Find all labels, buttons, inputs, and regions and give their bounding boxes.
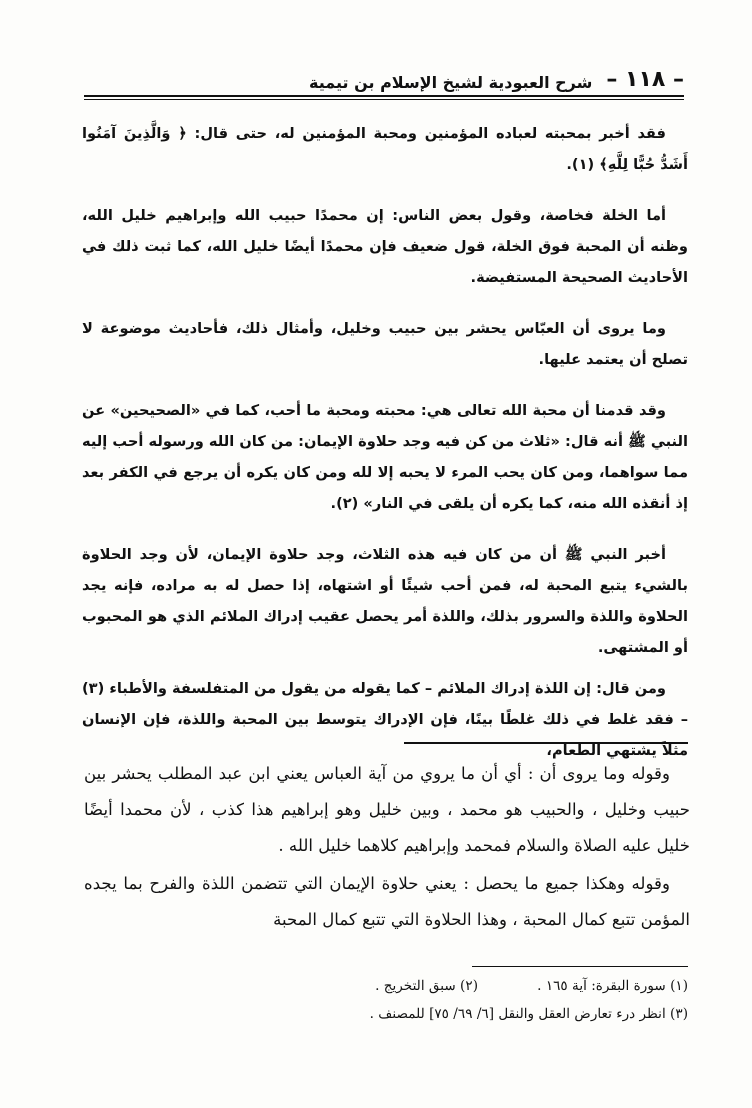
footnote-1: (١) سورة البقرة: آية ١٦٥ . <box>537 978 688 994</box>
footnote-rule <box>472 966 688 967</box>
footnote-2: (٢) سبق التخريج . <box>375 978 478 994</box>
footnotes <box>84 972 688 1028</box>
main-paragraph: أما الخلة فخاصة، وقول بعض الناس: إن محمدًا حبيب الله وإبراهيم خليل الله، وظنه أن المحبة فوق الخلة، قول ضعيف فإن محمدًا أيضًا خليل الله، كما ثبت ذلك في الأحاديث الصحيحة المستفيضة. <box>82 207 688 286</box>
page-header <box>84 62 684 92</box>
commentary-paragraph: وقوله وما يروى أن : أي أن ما يروي من آية العباس يعني ابن عبد المطلب يحشر بين حبيب وخليل ، والحبيب هو محمد ، وبين خليل وهو إبراهيم هذا كذب ، لأن محمدا أيضًا خليل عليه الصلاة والسلام فمحمد وإبراهيم كلاهما خليل الله . <box>84 764 690 855</box>
main-paragraph: فقد أخبر بمحبته لعباده المؤمنين ومحبة المؤمنين له، حتى قال: ﴿ وَالَّذِينَ آمَنُوا أَشَدُّ حُبًّا لِلَّهِ﴾ (١). <box>82 125 688 173</box>
footnote-row <box>84 972 688 1000</box>
page-number: – ١١٨ – <box>606 67 684 92</box>
running-title: شرح العبودية لشيخ الإسلام بن تيمية <box>309 73 593 92</box>
commentary-divider <box>404 742 688 744</box>
main-paragraph: أخبر النبي ﷺ أن من كان فيه هذه الثلاث، وجد حلاوة الإيمان، لأن وجد الحلاوة بالشيء يتبع المحبة له، فمن أحب شيئًا أو اشتهاه، إذا حصل له به مراده، فإنه يجد الحلاوة واللذة والسرور بذلك، واللذة أمر يحصل عقيب إدراك الملائم الذي هو المحبوب أو المشتهى. <box>82 546 688 656</box>
main-paragraph: وقد قدمنا أن محبة الله تعالى هي: محبته ومحبة ما أحب، كما في «الصحيحين» عن النبي ﷺ أنه قال: «ثلاث من كن فيه وجد حلاوة الإيمان: من كان الله ورسوله أحب إليه مما سواهما، ومن كان يحب المرء لا يحبه إلا لله ومن كان يكره أن يرجع في الكفر بعد إذ أنقذه الله منه، كما يكره أن يلقى في النار» (٢). <box>82 402 688 512</box>
main-text <box>82 118 688 786</box>
header-rule <box>84 95 684 97</box>
main-paragraph: وما يروى أن العبّاس يحشر بين حبيب وخليل، وأمثال ذلك، فأحاديث موضوعة لا تصلح أن يعتمد عليها. <box>82 320 688 368</box>
main-paragraph: ومن قال: إن اللذة إدراك الملائم – كما يقوله من يقول من المتفلسفة والأطباء (٣) – فقد غلط في ذلك غلطًا بينًا، فإن الإدراك يتوسط بين المحبة واللذة، فإن الإنسان مثلاً يشتهي الطعام، <box>82 680 688 759</box>
commentary-text <box>84 756 690 940</box>
commentary-paragraph: وقوله وهكذا جميع ما يحصل : يعني حلاوة الإيمان التي تتضمن اللذة والفرح بما يجده المؤمن تتبع كمال المحبة ، وهذا الحلاوة التي تتبع كمال المحبة <box>84 874 690 929</box>
footnote-3: (٣) انظر درء تعارض العقل والنقل [٦/ ٦٩/ ٧٥] للمصنف . <box>369 1006 688 1022</box>
header-rule-thin <box>84 99 684 100</box>
